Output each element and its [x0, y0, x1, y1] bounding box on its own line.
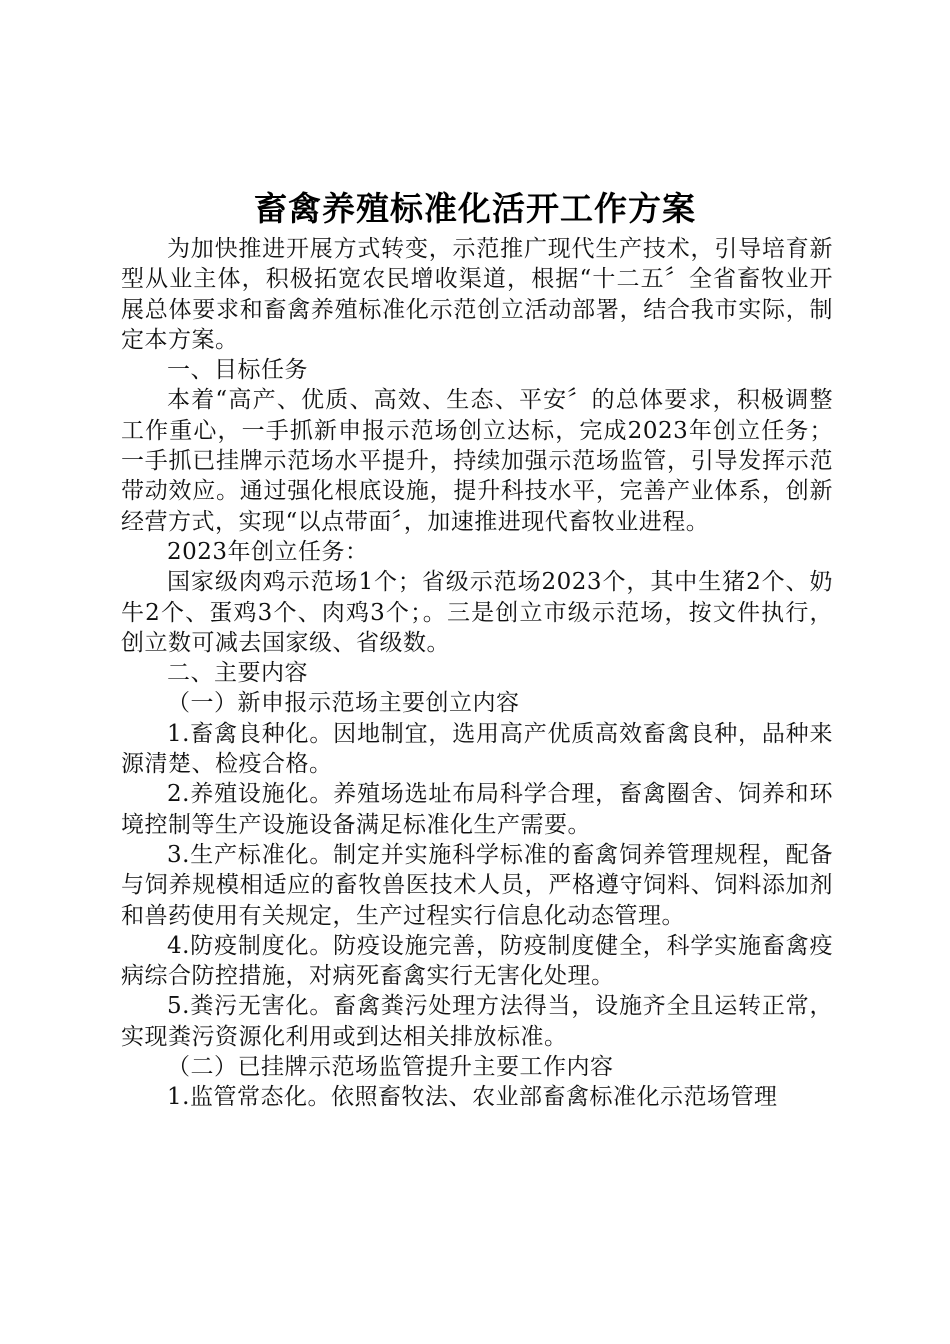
section-heading-goals: 一、目标任务 — [167, 357, 308, 384]
section-heading-content: 二、主要内容 — [167, 660, 308, 687]
list-item-facilities: 2.养殖设施化。养殖场选址布局科学合理，畜禽圈舍、饲养和环境控制等生产设施设备满足标准化生产需要。 — [121, 781, 833, 838]
paragraph-tasks: 国家级肉鸡示范场1个；省级示范场2023个，其中生猪2个、奶牛2个、蛋鸡3个、肉鸡3个；。三是创立市级示范场，按文件执行，创立数可减去国家级、省级数。 — [121, 569, 833, 656]
paragraph-goals: 本着“高产、优质、高效、生态、平安〞的总体要求，积极调整工作重心，一手抓新申报示范场创立达标，完成2023年创立任务；一手抓已挂牌示范场水平提升，持续加强示范场监管，引导发挥示范带动效应。通过强化根底设施，提升科技水平，完善产业体系，创新经营方式，实现“以点带面〞，加速推进现代畜牧业进程。 — [121, 387, 833, 535]
subsection-heading-new: （一）新申报示范场主要创立内容 — [167, 690, 520, 717]
list-item-breeds: 1.畜禽良种化。因地制宜，选用高产优质高效畜禽良种，品种来源清楚、检疫合格。 — [121, 720, 833, 778]
paragraph-intro: 为加快推进开展方式转变，示范推广现代生产技术，引导培育新型从业主体，积极拓宽农民增收渠道，根据“十二五〞全省畜牧业开展总体要求和畜禽养殖标准化示范创立活动部署，结合我市实际，制定本方案。 — [121, 236, 833, 353]
document-title: 畜禽养殖标准化活开工作方案 — [254, 189, 696, 228]
list-item-waste-treatment: 5.粪污无害化。畜禽粪污处理方法得当，设施齐全且运转正常，实现粪污资源化利用或到达相关排放标准。 — [121, 993, 833, 1050]
list-item-supervision: 1.监管常态化。依照畜牧法、农业部畜禽标准化示范场管理 — [167, 1084, 778, 1111]
list-item-epidemic-prevention: 4.防疫制度化。防疫设施完善，防疫制度健全，科学实施畜禽疫病综合防控措施，对病死畜禽实行无害化处理。 — [121, 932, 833, 990]
paragraph-tasks-heading: 2023年创立任务： — [167, 538, 369, 565]
list-item-standardization: 3.生产标准化。制定并实施科学标准的畜禽饲养管理规程，配备与饲养规模相适应的畜牧兽医技术人员，严格遵守饲料、饲料添加剂和兽药使用有关规定，生产过程实行信息化动态管理。 — [121, 841, 833, 929]
document-body — [121, 234, 833, 1113]
subsection-heading-supervision: （二）已挂牌示范场监管提升主要工作内容 — [167, 1054, 614, 1081]
